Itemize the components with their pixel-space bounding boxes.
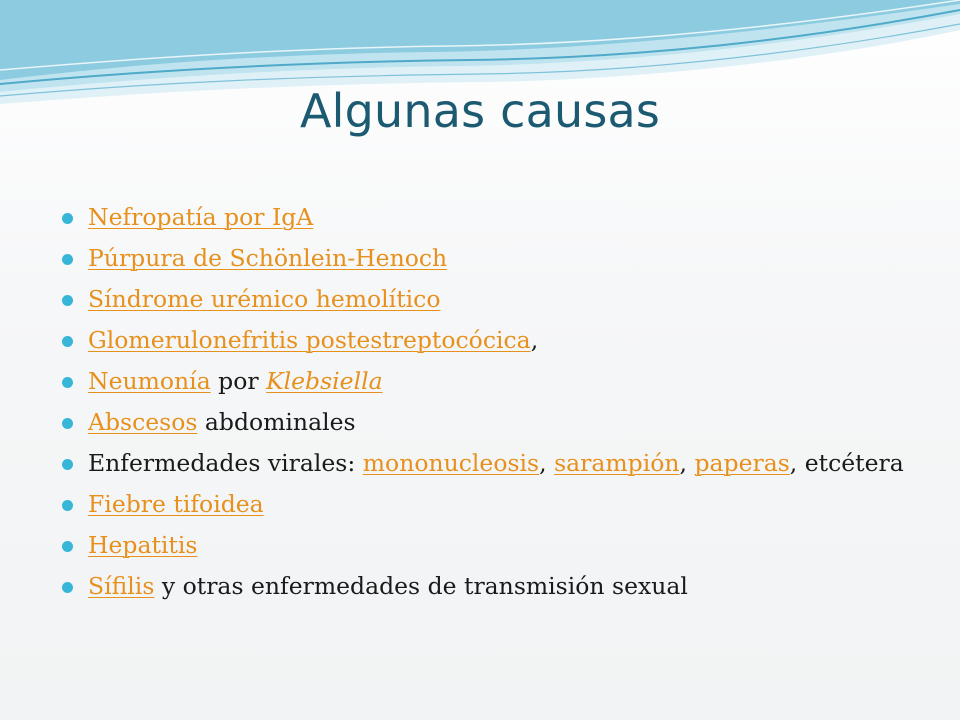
slide-title: Algunas causas <box>299 84 661 138</box>
bullet-icon <box>62 336 73 347</box>
bullet-icon <box>62 295 73 306</box>
bullet-icon <box>62 418 73 429</box>
item-text: , <box>530 326 539 354</box>
bullet-icon <box>62 500 73 511</box>
link-sarampion[interactable]: sarampión <box>554 449 680 477</box>
link-fiebre-tifoidea[interactable]: Fiebre tifoidea <box>88 490 264 518</box>
list-item <box>60 532 920 559</box>
link-sindrome-uremico-hemolitico[interactable]: Síndrome urémico hemolítico <box>88 285 441 313</box>
link-klebsiella[interactable]: Klebsiella <box>266 367 383 395</box>
item-text: abdominales <box>197 408 356 436</box>
link-purpura-schonlein-henoch[interactable]: Púrpura de Schönlein-Henoch <box>88 244 448 272</box>
list-item <box>60 450 920 477</box>
bullet-icon <box>62 459 73 470</box>
link-sifilis[interactable]: Sífilis <box>88 572 155 600</box>
list-item <box>60 327 920 354</box>
item-text: por <box>210 367 267 395</box>
item-text: y otras enfermedades de transmisión sexual <box>154 572 688 600</box>
link-mononucleosis[interactable]: mononucleosis <box>362 449 540 477</box>
link-glomerulonefritis[interactable]: Glomerulonefritis postestreptocócica <box>88 326 531 354</box>
item-text: , <box>539 449 555 477</box>
bullet-icon <box>62 254 73 265</box>
link-neumonia[interactable]: Neumonía <box>88 367 211 395</box>
bullet-icon <box>62 377 73 388</box>
bullet-icon <box>62 582 73 593</box>
list-item <box>60 368 920 395</box>
link-nefropatia-iga[interactable]: Nefropatía por IgA <box>88 203 314 231</box>
list-item <box>60 409 920 436</box>
item-text: , <box>679 449 695 477</box>
list-item <box>60 204 920 231</box>
link-paperas[interactable]: paperas <box>694 449 790 477</box>
causes-list <box>60 204 920 614</box>
bullet-icon <box>62 541 73 552</box>
list-item <box>60 491 920 518</box>
item-text: Enfermedades virales: <box>88 449 363 477</box>
list-item <box>60 245 920 272</box>
item-text: , etcétera <box>789 449 904 477</box>
link-hepatitis[interactable]: Hepatitis <box>88 531 198 559</box>
bullet-icon <box>62 213 73 224</box>
list-item <box>60 286 920 313</box>
list-item <box>60 573 920 600</box>
link-abscesos[interactable]: Abscesos <box>88 408 198 436</box>
